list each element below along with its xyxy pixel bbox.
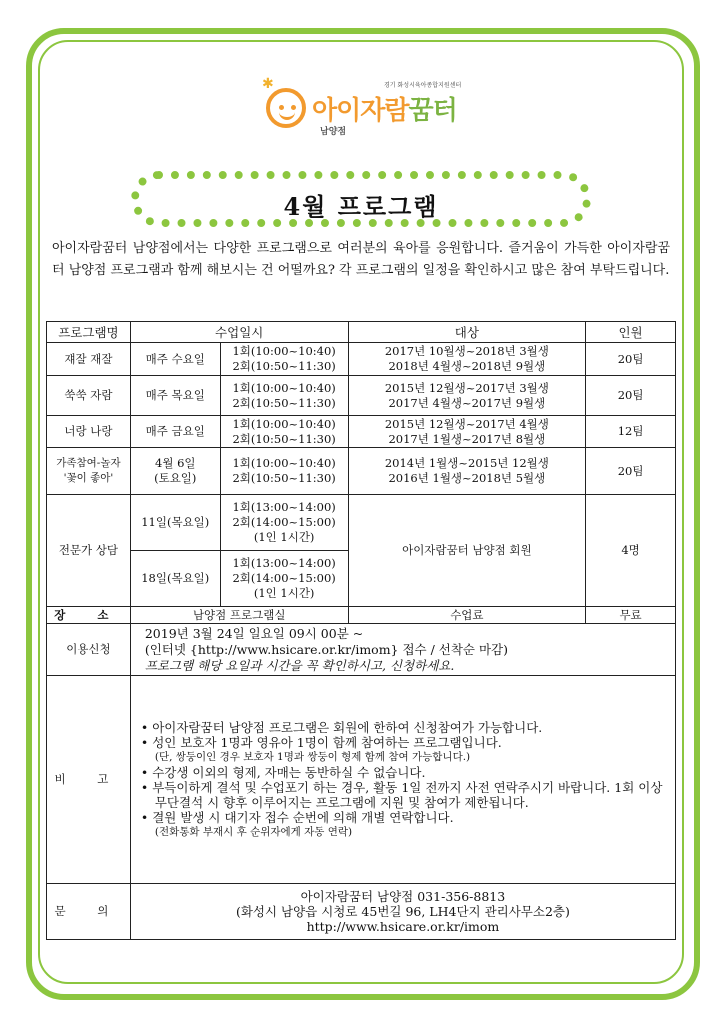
apply-url: (인터넷 {http://www.hsicare.or.kr/imom} 접수 / 선착순 마감) [144, 641, 509, 657]
fee-label: 수업료 [348, 607, 586, 624]
apply-label: 이용신청 [47, 624, 131, 676]
place-label: 장 소 [47, 607, 131, 624]
place-row [47, 607, 676, 624]
note-3: • 수강생 이외의 형제, 자매는 동반하실 수 없습니다. [140, 764, 426, 780]
table-row [47, 343, 676, 376]
expert-time-b: 1회(13:00~14:00) 2회(14:00~15:00) (1인 1시간) [220, 551, 348, 607]
note-5-sub: (전화통화 부재시 후 순위자에게 자동 연락) [154, 825, 353, 838]
program-target: 2017년 10월생~2018년 3월생 2018년 4월생~2018년 9월생 [348, 343, 586, 376]
contact-address: (화성시 남양읍 시청로 45번길 96, LH4단지 관리사무소2층) [235, 904, 570, 919]
note-2: • 성인 보호자 1명과 영유아 1명이 함께 참여하는 프로그램입니다. [140, 734, 502, 750]
note-2-sub: (단, 쌍둥이인 경우 보호자 1명과 쌍둥이 형제 함께 참여 가능합니다.) [154, 750, 471, 763]
apply-notice: 프로그램 해당 요일과 시간을 꼭 확인하시고, 신청하세요. [144, 657, 455, 673]
header-target: 대상 [348, 322, 586, 343]
expert-time-a: 1회(13:00~14:00) 2회(14:00~15:00) (1인 1시간) [220, 495, 348, 551]
program-people: 20팀 [586, 343, 676, 376]
place-value: 남양점 프로그램실 [130, 607, 348, 624]
program-name: 쑥쑥 자람 [47, 376, 131, 416]
contact-phone: 아이자람꿈터 남양점 031-356-8813 [300, 889, 506, 904]
table-row [47, 376, 676, 416]
program-time: 1회(10:00~10:40) 2회(10:50~11:30) [220, 376, 348, 416]
fee-value: 무료 [586, 607, 676, 624]
header-schedule: 수업일시 [130, 322, 348, 343]
table-row [47, 448, 676, 495]
expert-name: 전문가 상담 [47, 495, 131, 607]
program-name: 너랑 나랑 [47, 416, 131, 448]
program-people: 12팀 [586, 416, 676, 448]
sun-icon: ✱ [262, 76, 274, 92]
contact-label: 문 의 [47, 884, 131, 940]
program-day: 매주 수요일 [130, 343, 220, 376]
expert-people: 4명 [586, 495, 676, 607]
notes-row [47, 676, 676, 884]
program-target: 2015년 12월생~2017년 4월생 2017년 1월생~2017년 8월생 [348, 416, 586, 448]
program-people: 20팀 [586, 376, 676, 416]
expert-day-a: 11일(목요일) [130, 495, 220, 551]
program-day: 매주 금요일 [130, 416, 220, 448]
expert-day-b: 18일(목요일) [130, 551, 220, 607]
logo-center-name: 경기 화성시육아종합지원센터 [384, 82, 462, 89]
program-target: 2014년 1월생~2015년 12월생 2016년 1월생~2018년 5월생 [348, 448, 586, 495]
program-time: 1회(10:00~10:40) 2회(10:50~11:30) [220, 448, 348, 495]
program-day: 4월 6일 (토요일) [130, 448, 220, 495]
program-people: 20팀 [586, 448, 676, 495]
title-box [131, 171, 591, 227]
expert-target: 아이자람꿈터 남양점 회원 [348, 495, 586, 607]
smiley-face-icon [266, 88, 306, 128]
table-row [47, 416, 676, 448]
program-time: 1회(10:00~10:40) 2회(10:50~11:30) [220, 343, 348, 376]
contact-url[interactable]: http://www.hsicare.or.kr/imom [306, 919, 500, 934]
intro-paragraph: 아이자람꿈터 남양점에서는 다양한 프로그램으로 여러분의 육아를 응원합니다. 즐거움이 가득한 아이자람꿈터 남양점 프로그램과 함께 해보시는 건 어떨까요? 각 프로그램의 일정을 확인하시고 많은 참여 부탁드립니다. [52, 241, 670, 278]
program-table [46, 321, 676, 940]
page-title: 4월 프로그램 [283, 192, 439, 221]
apply-date: 2019년 3월 24일 일요일 09시 00분 ~ [144, 625, 364, 641]
table-header-row [47, 322, 676, 343]
brand-logo [262, 76, 482, 144]
header-people: 인원 [586, 322, 676, 343]
contact-row [47, 884, 676, 940]
logo-branch: 남양점 [320, 127, 347, 137]
notes-label: 비 고 [47, 676, 131, 884]
header-program: 프로그램명 [47, 322, 131, 343]
program-time: 1회(10:00~10:40) 2회(10:50~11:30) [220, 416, 348, 448]
program-day: 매주 목요일 [130, 376, 220, 416]
program-name: 가족참여-놀자 '꽃이 좋아' [47, 448, 131, 495]
apply-row [47, 624, 676, 676]
note-1: • 아이자람꿈터 남양점 프로그램은 회원에 한하여 신청참여가 가능합니다. [140, 719, 543, 735]
program-target: 2015년 12월생~2017년 3월생 2017년 4월생~2017년 9월생 [348, 376, 586, 416]
table-row [47, 495, 676, 551]
logo-name: 아이자람꿈터 [312, 96, 457, 126]
program-name: 쟤잘 재잘 [47, 343, 131, 376]
note-5: • 결원 발생 시 대기자 접수 순번에 의해 개별 연락합니다. [140, 809, 454, 825]
note-4: • 부득이하게 결석 및 수업포기 하는 경우, 활동 1일 전까지 사전 연락주시기 바랍니다. 1회 이상 무단결석 시 향후 이루어지는 프로그램에 지원 및 참여가 제한됩니다. [140, 779, 663, 810]
